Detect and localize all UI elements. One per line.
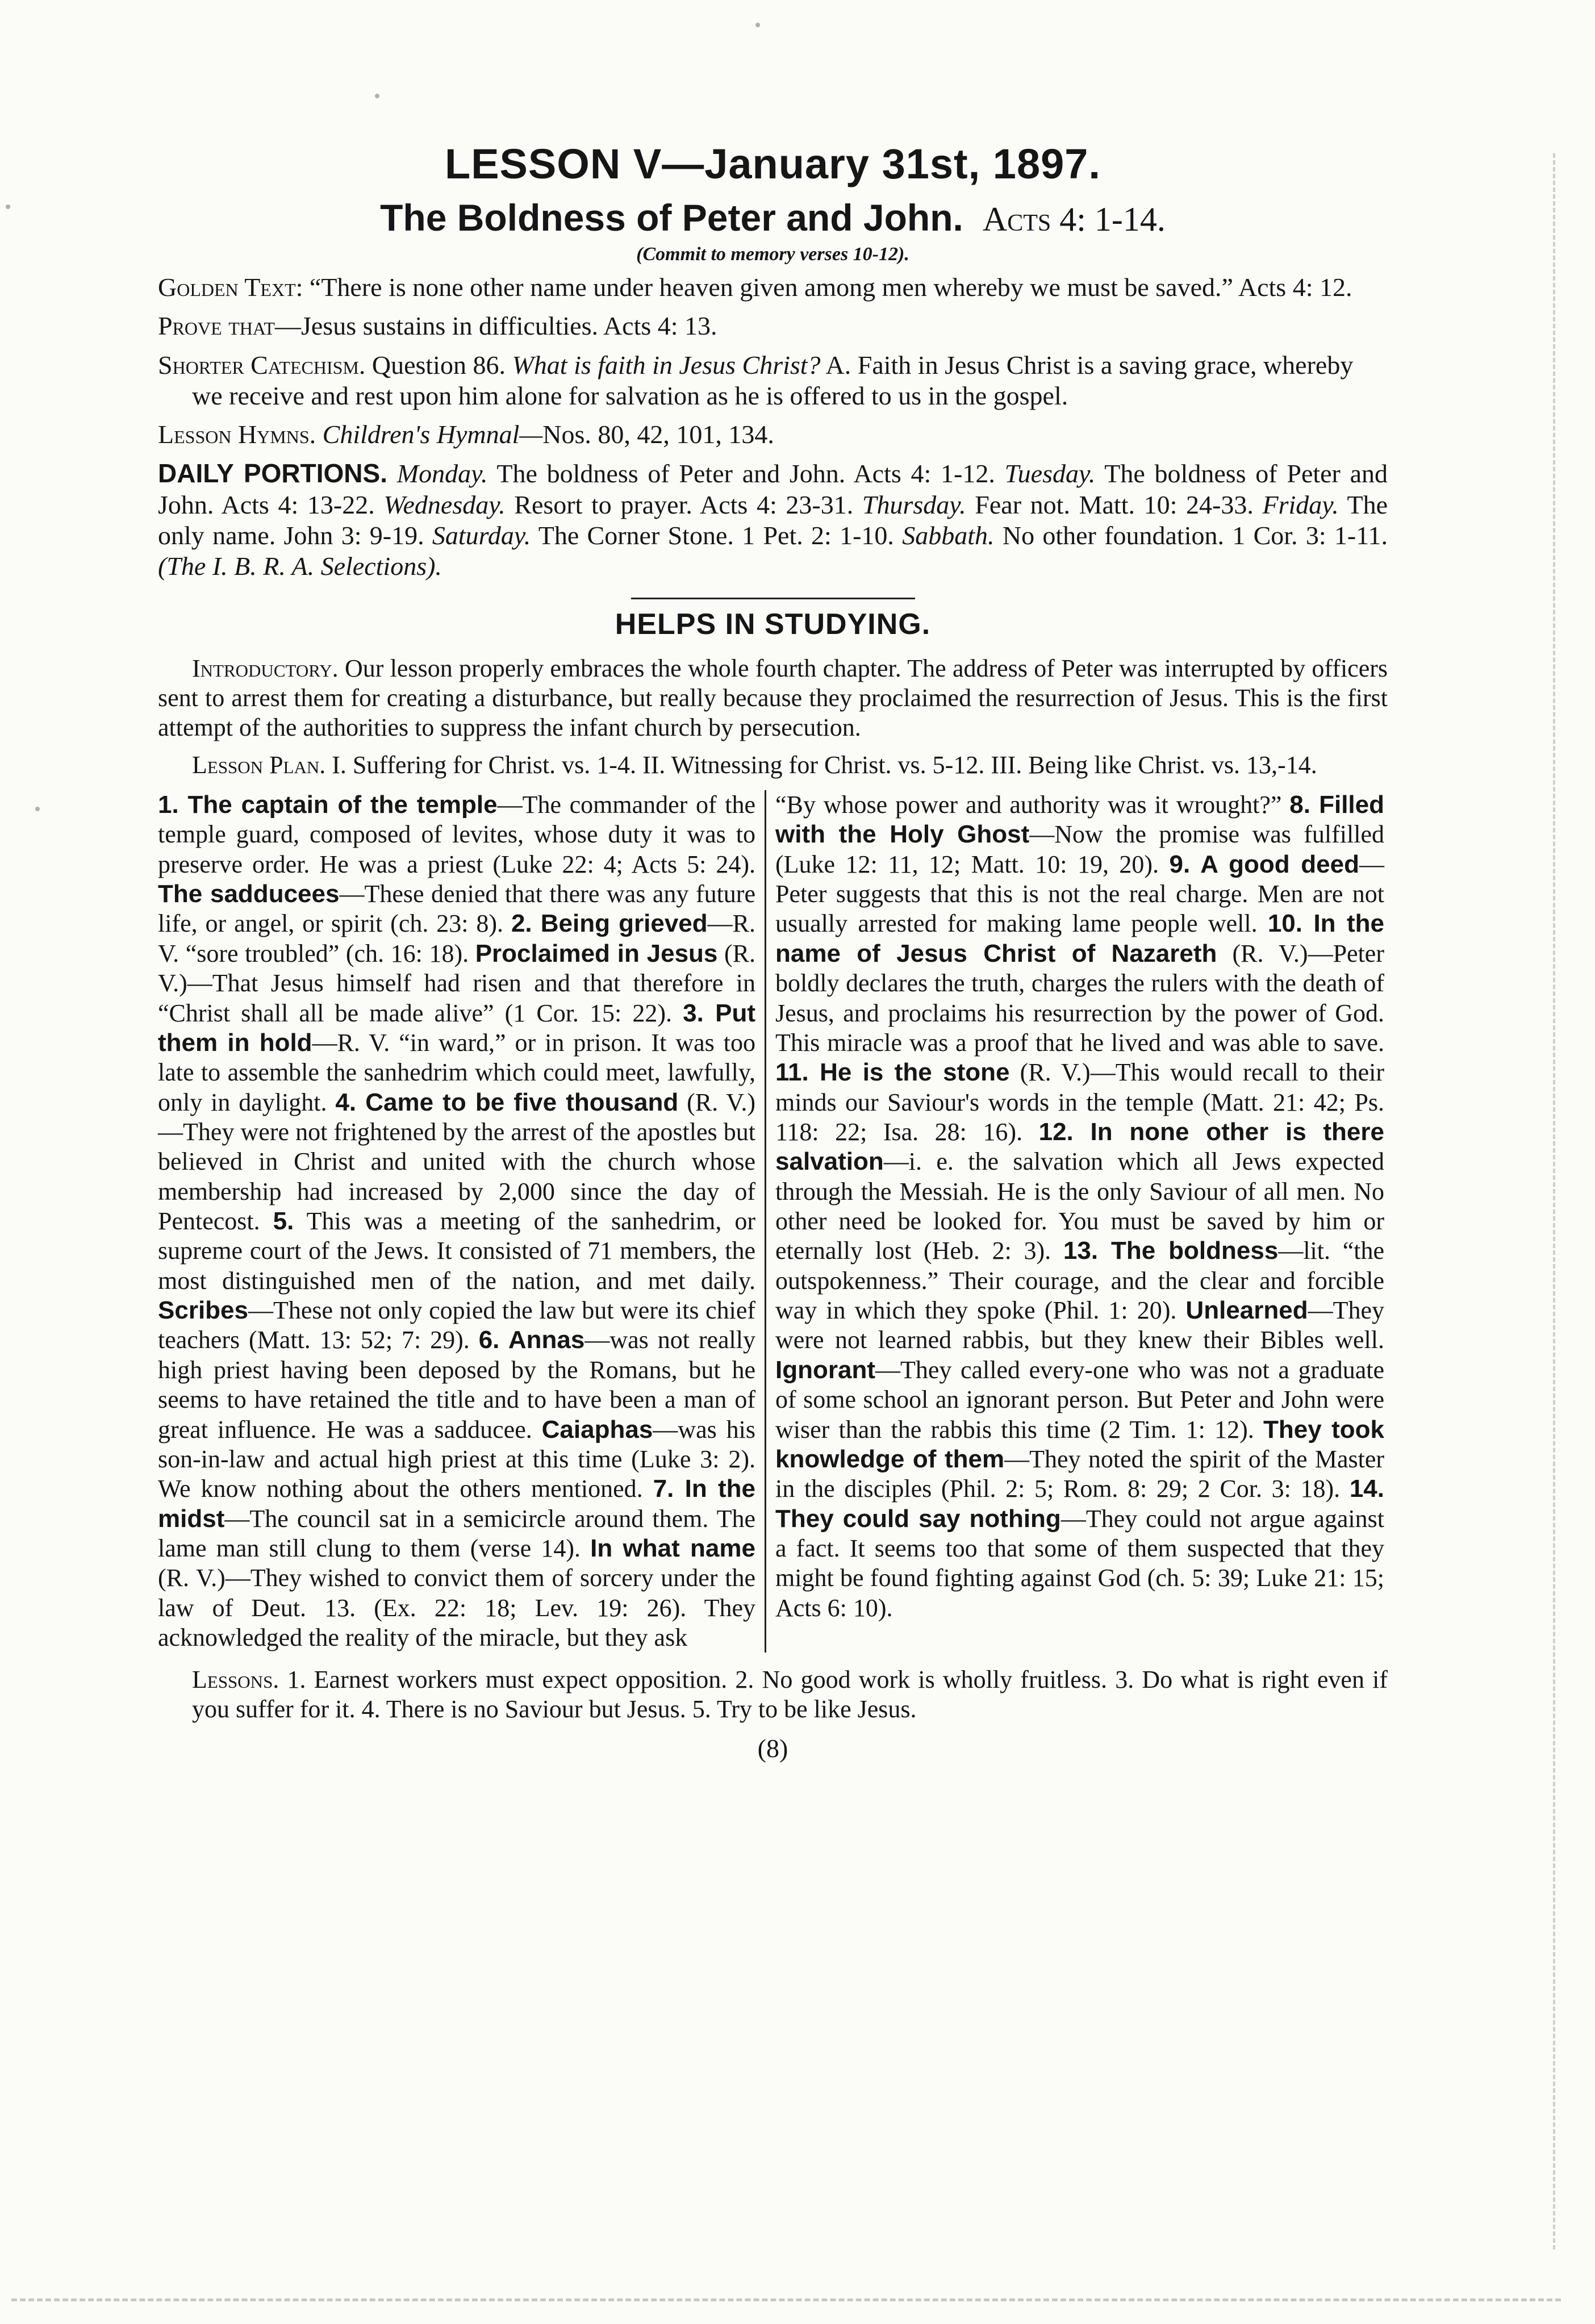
lesson-plan [158, 750, 1388, 780]
portion-friday: The only name. John 3: 9-19. [158, 490, 1388, 550]
note-text: —lit. “the outspokenness.” Their courage, and the clear and forcible way in which they spoke (Phil. 1: 20). [775, 1237, 1384, 1325]
note-text: —They called every-one who was not a graduate of some school an ignorant person. But Peter and John were wiser than the rabbis this time (2 Tim. 1: 12). [775, 1355, 1384, 1443]
hymns-label: Lesson Hymns. [158, 420, 316, 449]
day-saturday: Saturday. [432, 520, 531, 550]
lesson-plan-body: I. Suffering for Christ. vs. 1-4. II. Witnessing for Christ. vs. 5-12. III. Being like Christ. vs. 13,-14. [332, 751, 1317, 779]
lesson-hymns [158, 419, 1388, 450]
note-heading: 1. The captain of the temple [158, 791, 498, 819]
portion-wednesday: Resort to prayer. Acts 4: 23-31. [514, 490, 854, 519]
day-sabbath: Sabbath. [902, 520, 995, 550]
note-text: —These denied that there was any future life, or angel, or spirit (ch. 23: 8). [158, 880, 755, 938]
prove-that-label: Prove that— [158, 311, 301, 341]
notes-right-column [765, 790, 1384, 1653]
day-wednesday: Wednesday. [383, 490, 506, 519]
note-heading: Unlearned [1185, 1296, 1308, 1325]
introductory-body: Our lesson properly embraces the whole fourth chapter. The address of Peter was interrupted by officers sent to arrest them for creating a disturbance, but really because they proclaimed the resurrection of Jesus. This is the first attempt of the authorities to suppress the infant church by persecution. [158, 654, 1388, 742]
notes-left-text [158, 790, 755, 1653]
day-friday: Friday. [1262, 490, 1339, 519]
selections-note: (The I. B. R. A. Selections). [158, 552, 442, 581]
note-heading: The sadducees [158, 880, 340, 908]
lesson-subtitle [158, 195, 1388, 240]
ink-speck [755, 23, 760, 27]
note-heading: 8. Filled with the Holy Ghost [775, 791, 1384, 849]
note-text: —Now the promise was fulfilled (Luke 12: 11, 12; Matt. 10: 19, 20). [775, 820, 1384, 878]
note-text: “By whose power and authority was it wrought?” [775, 791, 1290, 819]
day-monday: Monday. [396, 459, 488, 489]
note-text: —They were not learned rabbis, but they knew their Bibles well. [775, 1296, 1384, 1354]
note-text: —was not really high priest having been deposed by the Romans, but he seems to have retained the title and to have been a man of great influence. He was a sadducee. [158, 1326, 755, 1443]
note-text: —i. e. the salvation which all Jews expected through the Messiah. He is the only Saviour of all men. No other need be looked for. You must be saved by him or eternally lost (Heb. 2: 3). [775, 1148, 1384, 1265]
note-heading: 3. Put them in hold [158, 999, 756, 1057]
daily-portions [158, 458, 1388, 582]
note-text: (R. V.)—They wished to convict them of sorcery under the law of Deut. 13. (Ex. 22: 18; Lev. 19: 26). They acknowledged the reality of the miracle, but they ask [158, 1564, 755, 1652]
portion-thursday: Fear not. Matt. 10: 24-33. [975, 490, 1254, 519]
note-heading: 14. They could say nothing [775, 1475, 1384, 1533]
note-heading: 13. The boldness [1063, 1237, 1279, 1265]
lessons-body: 1. Earnest workers must expect opposition. 2. No good work is wholly fruitless. 3. Do what is right even if you suffer for it. 4. There is no Saviour but Jesus. 5. Try to be like Jesus. [192, 1666, 1388, 1724]
prove-that [158, 311, 1388, 341]
lesson-meta [158, 272, 1388, 582]
catechism-question-number: Question 86. [371, 350, 506, 379]
shorter-catechism [158, 350, 1388, 412]
note-heading: Ignorant [775, 1355, 875, 1384]
note-heading: 2. Being grieved [511, 909, 708, 938]
note-heading: 11. He is the stone [775, 1058, 1010, 1087]
note-heading: In what name [590, 1534, 755, 1562]
notes-columns [158, 790, 1388, 1653]
portion-sabbath: No other foundation. 1 Cor. 3: 1-11. [1002, 520, 1388, 550]
day-thursday: Thursday. [862, 490, 966, 519]
subtitle-main: The Boldness of Peter and John. [380, 196, 963, 239]
prove-that-body: Jesus sustains in difficulties. Acts 4: 13. [300, 311, 717, 341]
golden-text [158, 272, 1388, 303]
hymnal-name: Children's Hymnal— [322, 420, 543, 449]
portion-tuesday: The boldness of Peter and John. Acts 4: 13-22. [158, 459, 1388, 519]
note-heading: 5. [273, 1207, 294, 1236]
golden-text-label: Golden Text: [158, 272, 303, 302]
note-text: —was his son-in-law and actual high priest at this time (Luke 3: 2). We know nothing about the others mentioned. [158, 1415, 755, 1503]
note-heading: 9. A good deed [1169, 850, 1359, 878]
lesson-content [158, 139, 1388, 1763]
note-heading: 4. Came to be five thousand [335, 1088, 679, 1116]
note-text: —Peter suggests that this is not the real charge. Men are not usually arrested for making lame people well. [775, 850, 1384, 938]
note-text: (R. V.)—They were not frightened by the arrest of the apostles but believed in Christ and united with the church whose membership had increased by 2,000 since the day of Pentecost. [158, 1088, 756, 1236]
note-text: —They noted the spirit of the Master in the disciples (Phil. 2: 5; Rom. 8: 29; 2 Cor. 3: 18). [775, 1445, 1384, 1503]
lessons-label: Lessons. [192, 1666, 279, 1694]
note-heading: Scribes [158, 1296, 248, 1325]
notes-left-column [158, 790, 765, 1653]
introductory-paragraph [158, 654, 1388, 742]
catechism-label: Shorter Catechism. [158, 350, 366, 379]
note-heading: 7. In the midst [158, 1475, 755, 1533]
lessons-summary [158, 1665, 1388, 1724]
golden-text-body: “There is none other name under heaven given among men whereby we must be saved.” Acts 4: 12. [309, 272, 1352, 302]
hymn-numbers: Nos. 80, 42, 101, 134. [542, 420, 774, 449]
torn-right-edge [1553, 153, 1572, 2250]
ink-speck [6, 205, 10, 209]
note-text: —The commander of the temple guard, composed of levites, whose duty it was to preserve order. He was a priest (Luke 22: 4; Acts 5: 24). [158, 791, 755, 878]
note-text: (R. V.)—Peter boldly declares the truth, charges the rulers with the death of Jesus, and proclaims his resurrection by the power of God. This miracle was a proof that he lived and was able to save. [775, 939, 1384, 1057]
day-tuesday: Tuesday. [1004, 459, 1096, 489]
introductory-label: Introductory. [192, 654, 339, 683]
scripture-reference: Acts 4: 1-14. [982, 200, 1166, 238]
commit-note: (Commit to memory verses 10-12). [636, 243, 909, 265]
page-number: (8) [757, 1734, 788, 1763]
lesson-plan-label: Lesson Plan. [192, 751, 326, 779]
catechism-answer: A. Faith in Jesus Christ is a saving grace, whereby we receive and rest upon him alone for salvation as he is offered to us in the gospel. [192, 350, 1354, 410]
ink-speck [375, 94, 379, 98]
portion-saturday: The Corner Stone. 1 Pet. 2: 1-10. [538, 520, 894, 550]
note-text: —These not only copied the law but were its chief teachers (Matt. 13: 52; 7: 29). [158, 1296, 755, 1354]
note-text: —R. V. “sore troubled” (ch. 16: 18). [158, 909, 755, 967]
section-divider [631, 598, 915, 599]
notes-right-text [775, 790, 1384, 1623]
note-text: (R. V.)—This would recall to their minds our Saviour's words in the temple (Matt. 21: 42; Ps. 118: 22; Isa. 28: 16). [775, 1058, 1384, 1146]
note-heading: 12. In none other is there salvation [775, 1117, 1385, 1176]
note-text: —The council sat in a semicircle around them. The lame man still clung to them (verse 14). [158, 1504, 755, 1562]
note-text: (R. V.)—That Jesus himself had risen and that therefore in “Christ shall all be made alive” (1 Cor. 15: 22). [158, 939, 755, 1027]
lesson-title: LESSON V—January 31st, 1897. [445, 140, 1101, 187]
note-heading: 6. Annas [478, 1326, 585, 1354]
note-heading: Caiaphas [541, 1415, 653, 1443]
ink-speck [35, 807, 40, 811]
torn-bottom-edge [11, 2298, 1561, 2301]
note-text: —They could not argue against a fact. It seems too that some of them suspected that they might be found fighting against God (ch. 5: 39; Luke 21: 15; Acts 6: 10). [775, 1504, 1384, 1622]
note-heading: They took knowledge of them [775, 1415, 1384, 1473]
note-text: —R. V. “in ward,” or in prison. It was too late to assemble the sanhedrim which could meet, lawfully, only in daylight. [158, 1028, 755, 1116]
note-heading: Proclaimed in Jesus [475, 939, 718, 967]
note-text: This was a meeting of the sanhedrim, or supreme court of the Jews. It consisted of 71 members, the most distinguished men of the nation, and met daily. [158, 1207, 755, 1295]
daily-portions-label: DAILY PORTIONS. [158, 458, 387, 489]
catechism-question: What is faith in Jesus Christ? [512, 350, 821, 379]
note-heading: 10. In the name of Jesus Christ of Nazareth [775, 909, 1384, 967]
portion-monday: The boldness of Peter and John. Acts 4: 1-12. [496, 459, 995, 489]
helps-heading: HELPS IN STUDYING. [615, 608, 931, 641]
